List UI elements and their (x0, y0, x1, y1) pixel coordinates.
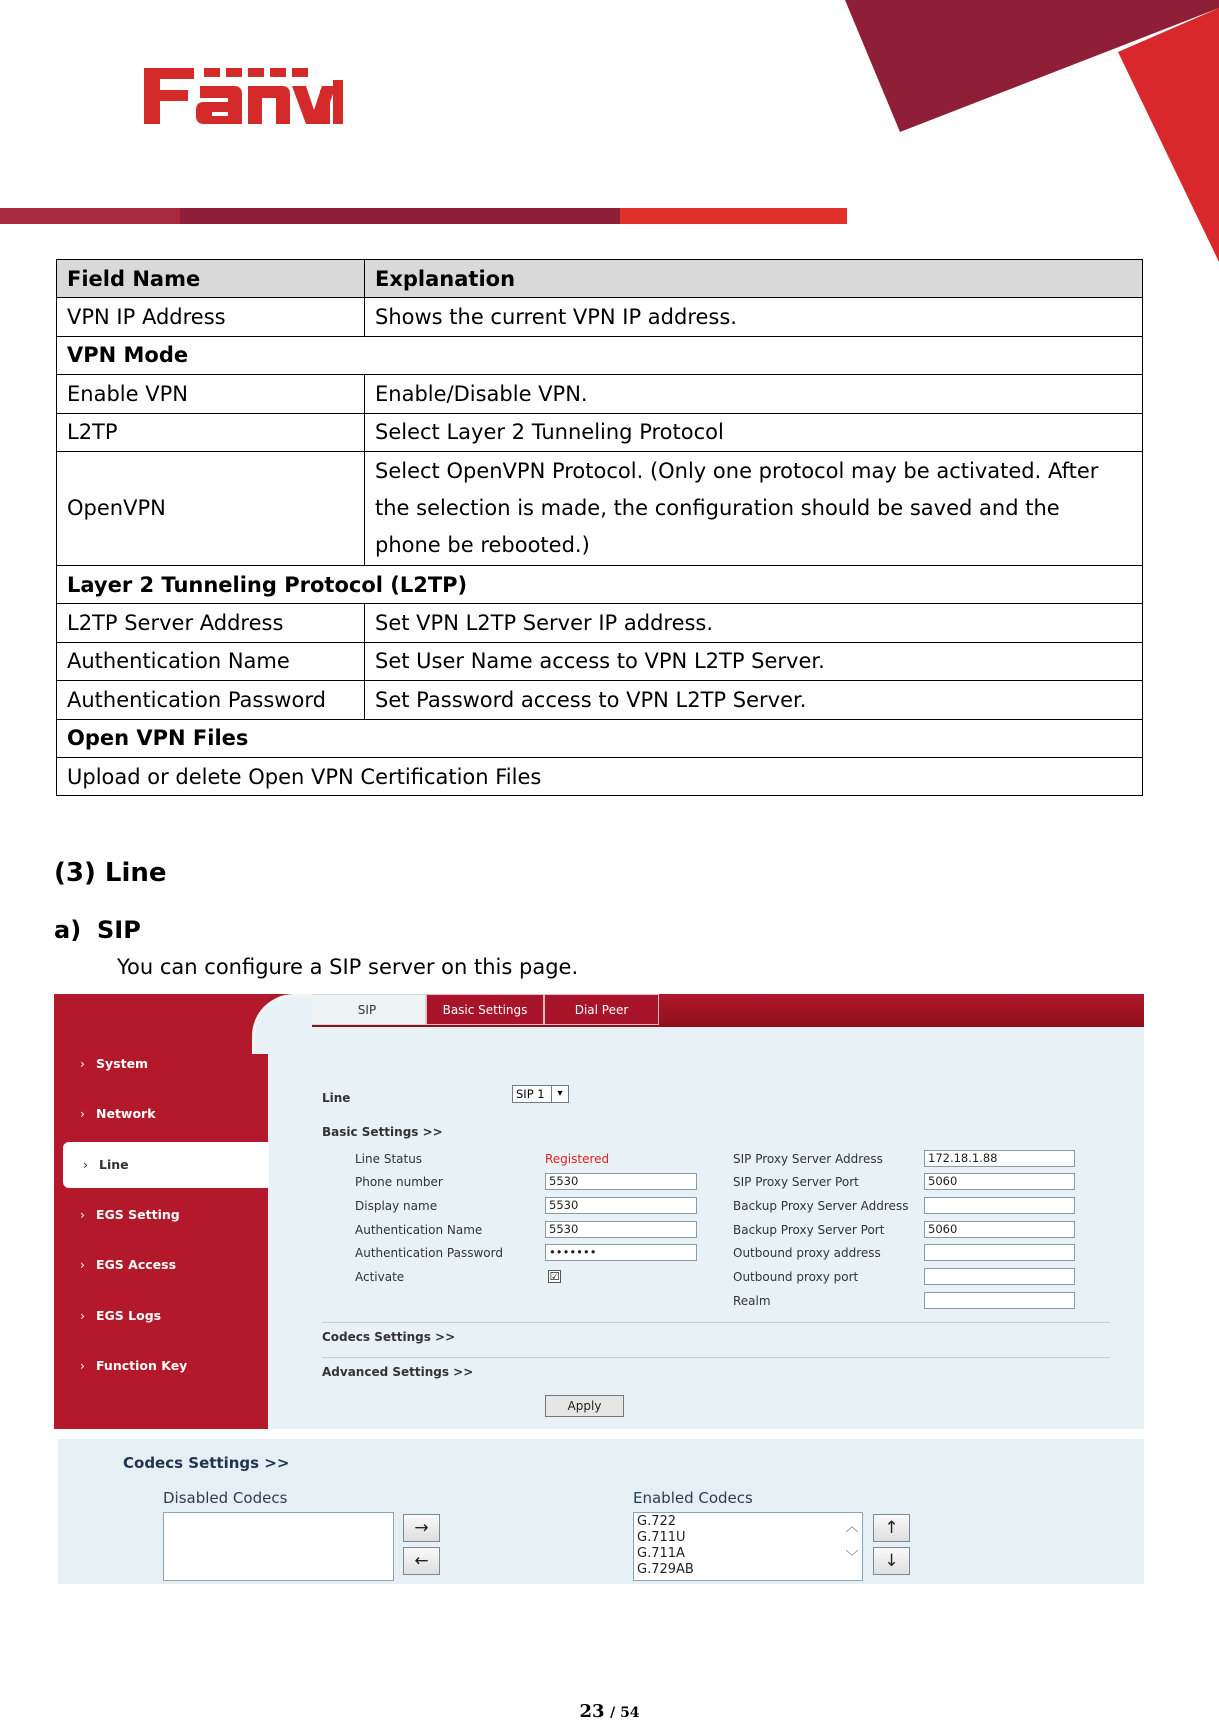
move-down-button[interactable]: ↓ (873, 1547, 910, 1575)
move-up-button[interactable]: ↑ (873, 1514, 910, 1542)
header-red-triangle (1118, 8, 1219, 262)
header-bar-red (620, 208, 847, 224)
phone-number-input[interactable]: 5530 (545, 1173, 697, 1190)
outbound-proxy-address-input[interactable] (924, 1244, 1075, 1261)
display-name-input[interactable]: 5530 (545, 1197, 697, 1214)
field-desc: Set VPN L2TP Server IP address. (365, 604, 1143, 642)
section-title: Layer 2 Tunneling Protocol (L2TP) (57, 565, 1143, 603)
field-desc: Shows the current VPN IP address. (365, 298, 1143, 336)
realm-input[interactable] (924, 1292, 1075, 1309)
sidebar-item-label: Function Key (96, 1358, 188, 1373)
chevron-right-icon: › (80, 1358, 85, 1373)
table-section-row (57, 336, 1143, 374)
section-title: Open VPN Files (57, 719, 1143, 757)
disabled-codecs-label: Disabled Codecs (163, 1489, 288, 1507)
field-name: L2TP Server Address (57, 604, 365, 642)
auth-password-input[interactable]: ••••••• (545, 1244, 697, 1261)
sidebar-item-label: EGS Access (96, 1257, 177, 1272)
chevron-right-icon: › (80, 1056, 85, 1071)
tab-dial-peer[interactable]: Dial Peer (544, 994, 659, 1025)
sidebar-item-egs-setting[interactable] (80, 1207, 180, 1222)
sidebar-item-label: EGS Setting (96, 1207, 180, 1222)
logo-il-mark (320, 80, 344, 124)
table-row (57, 375, 1143, 413)
field-desc: Select OpenVPN Protocol. (Only one protocol may be activated. After the selection is made, the configuration should be saved and the phone be rebooted.) (365, 451, 1143, 565)
field-name: OpenVPN (57, 451, 365, 565)
sip-config-screenshot (54, 994, 1144, 1429)
chevron-right-icon: › (83, 1157, 88, 1172)
field-name: Authentication Name (57, 642, 365, 680)
sip-proxy-port-label: SIP Proxy Server Port (733, 1175, 859, 1189)
sidebar-item-label: Line (99, 1157, 129, 1172)
backup-proxy-port-label: Backup Proxy Server Port (733, 1223, 885, 1237)
auth-password-label: Authentication Password (355, 1246, 503, 1260)
table-row (57, 413, 1143, 451)
line-status-value: Registered (545, 1152, 610, 1166)
move-left-button[interactable]: ← (403, 1547, 440, 1575)
fanvil-logo (142, 64, 342, 128)
subsection-number: a) (54, 916, 82, 944)
enabled-codecs-label: Enabled Codecs (633, 1489, 753, 1507)
move-right-button[interactable]: → (403, 1514, 440, 1542)
codecs-screenshot (58, 1439, 1144, 1584)
table-section-row (57, 565, 1143, 603)
chevron-right-icon: › (80, 1308, 85, 1323)
header-decoration (0, 0, 1219, 270)
sidebar-item-label: EGS Logs (96, 1308, 162, 1323)
disabled-codecs-list[interactable] (163, 1512, 394, 1581)
enabled-codecs-list[interactable] (633, 1512, 863, 1581)
subsection-title: SIP (97, 916, 141, 944)
chevron-right-icon: › (80, 1106, 85, 1121)
section-heading: (3) Line (54, 858, 167, 888)
backup-proxy-port-input[interactable]: 5060 (924, 1221, 1075, 1238)
sip-proxy-address-label: SIP Proxy Server Address (733, 1152, 883, 1166)
sidebar-item-egs-access[interactable] (80, 1257, 176, 1272)
activate-label: Activate (355, 1270, 405, 1284)
sip-proxy-address-input[interactable]: 172.18.1.88 (924, 1150, 1075, 1167)
field-table (56, 259, 1143, 796)
line-status-label: Line Status (355, 1152, 423, 1166)
outbound-proxy-port-input[interactable] (924, 1268, 1075, 1285)
divider (322, 1357, 1110, 1358)
sidebar-item-system[interactable] (80, 1056, 148, 1071)
table-header-row (57, 260, 1143, 298)
basic-settings-header[interactable]: Basic Settings >> (322, 1125, 443, 1139)
table-row (57, 451, 1143, 565)
field-desc: Upload or delete Open VPN Certification Files (57, 757, 1143, 795)
list-item[interactable]: G.722 (637, 1514, 677, 1529)
line-select[interactable] (512, 1085, 569, 1103)
table-row (57, 681, 1143, 719)
list-item[interactable]: G.711U (637, 1530, 686, 1545)
display-name-label: Display name (355, 1199, 438, 1213)
list-item[interactable]: G.729AB (637, 1562, 694, 1577)
field-name: VPN IP Address (57, 298, 365, 336)
sidebar (54, 994, 268, 1429)
advanced-settings-header[interactable]: Advanced Settings >> (322, 1365, 474, 1379)
tab-bar (308, 994, 659, 1027)
field-name: L2TP (57, 413, 365, 451)
table-section-row (57, 719, 1143, 757)
list-item[interactable]: G.711A (637, 1546, 685, 1561)
tab-basic-settings[interactable]: Basic Settings (426, 994, 544, 1025)
table-row (57, 642, 1143, 680)
line-select-value: SIP 1 (516, 1087, 545, 1101)
auth-name-label: Authentication Name (355, 1223, 483, 1237)
divider (322, 1322, 1110, 1323)
sidebar-item-label: System (96, 1056, 149, 1071)
chevron-down-icon: ﹀ (845, 1550, 859, 1565)
header-field-name: Field Name (57, 260, 365, 298)
page-number: 23 (579, 1701, 605, 1722)
section-title: VPN Mode (57, 336, 1143, 374)
field-desc: Select Layer 2 Tunneling Protocol (365, 413, 1143, 451)
backup-proxy-address-input[interactable] (924, 1197, 1075, 1214)
intro-paragraph: You can configure a SIP server on this page. (117, 955, 579, 979)
table-row (57, 298, 1143, 336)
field-desc: Enable/Disable VPN. (365, 375, 1143, 413)
auth-name-input[interactable]: 5530 (545, 1221, 697, 1238)
codecs-settings-header[interactable]: Codecs Settings >> (322, 1330, 456, 1344)
sidebar-item-egs-logs[interactable] (80, 1308, 161, 1323)
sidebar-item-network[interactable] (80, 1106, 156, 1121)
sidebar-active-highlight (63, 1142, 269, 1188)
outbound-proxy-address-label: Outbound proxy address (733, 1246, 881, 1260)
header-explanation: Explanation (365, 260, 1143, 298)
subsection-heading (54, 916, 141, 944)
sidebar-item-function-key[interactable] (80, 1358, 187, 1373)
header-bar-fade (0, 208, 180, 224)
chevron-right-icon: › (80, 1257, 85, 1272)
page-total: / 54 (610, 1705, 640, 1721)
page-footer (0, 1701, 1219, 1722)
tab-sip[interactable]: SIP (308, 994, 426, 1025)
table-row (57, 757, 1143, 795)
apply-button[interactable]: Apply (545, 1395, 624, 1417)
field-desc: Set Password access to VPN L2TP Server. (365, 681, 1143, 719)
sidebar-item-line[interactable] (83, 1157, 129, 1172)
chevron-right-icon: › (80, 1207, 85, 1222)
outbound-proxy-port-label: Outbound proxy port (733, 1270, 859, 1284)
realm-label: Realm (733, 1294, 771, 1308)
sip-proxy-port-input[interactable]: 5060 (924, 1173, 1075, 1190)
codecs-title: Codecs Settings >> (123, 1454, 290, 1472)
phone-number-label: Phone number (355, 1175, 443, 1189)
field-name: Authentication Password (57, 681, 365, 719)
chevron-up-icon: ︿ (845, 1520, 859, 1535)
sidebar-item-label: Network (96, 1106, 156, 1121)
scrollbar[interactable] (843, 1514, 861, 1580)
table-row (57, 604, 1143, 642)
activate-checkbox[interactable]: ☑ (549, 1270, 560, 1283)
field-desc: Set User Name access to VPN L2TP Server. (365, 642, 1143, 680)
content-area (268, 1027, 1144, 1429)
field-name: Enable VPN (57, 375, 365, 413)
backup-proxy-address-label: Backup Proxy Server Address (733, 1199, 909, 1213)
line-label: Line (322, 1091, 351, 1105)
chevron-down-icon: ▾ (551, 1086, 568, 1102)
